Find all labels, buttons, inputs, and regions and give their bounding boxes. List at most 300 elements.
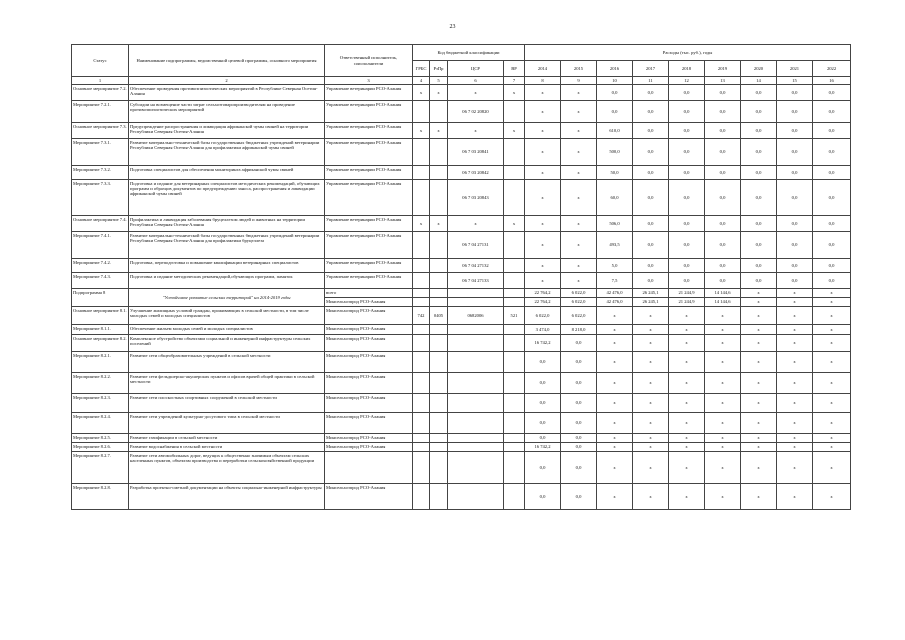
value-cell: х: [597, 352, 633, 373]
code-cell: [448, 413, 504, 434]
column-number: 6: [448, 77, 504, 85]
value-cell: х: [633, 434, 669, 443]
code-cell: [413, 259, 430, 273]
code-cell: [413, 273, 430, 289]
value-cell: 0,0: [525, 434, 561, 443]
value-cell: х: [597, 373, 633, 394]
value-cell: х: [813, 484, 851, 510]
value-cell: х: [525, 85, 561, 101]
column-number: 3: [325, 77, 413, 85]
value-cell: 16 742,2: [525, 335, 561, 352]
row-status: Мероприятие 8.1.1.: [72, 325, 129, 335]
row-executor: Управление ветеринарии РСО-Алания: [325, 273, 413, 289]
value-cell: х: [813, 289, 851, 298]
code-cell: х: [430, 85, 448, 101]
value-cell: 0,0: [561, 394, 597, 413]
year-header: 2018: [669, 61, 705, 77]
value-cell: х: [633, 413, 669, 434]
column-number: 5: [430, 77, 448, 85]
table-row: [72, 335, 851, 352]
code-cell: [430, 101, 448, 123]
value-cell: 22 764,2: [525, 289, 561, 298]
code-cell: х: [448, 216, 504, 232]
value-cell: х: [741, 434, 777, 443]
value-cell: 0,0: [633, 259, 669, 273]
table-row: [72, 139, 851, 166]
value-cell: 0,0: [741, 85, 777, 101]
value-cell: 0,0: [597, 101, 633, 123]
value-cell: х: [705, 325, 741, 335]
value-cell: 0,0: [669, 123, 705, 139]
row-executor: Управление ветеринарии РСО-Алания: [325, 101, 413, 123]
code-cell: [504, 434, 525, 443]
value-cell: 42 476,0: [597, 289, 633, 298]
table-row: [72, 413, 851, 434]
value-cell: х: [705, 443, 741, 452]
value-cell: х: [777, 373, 813, 394]
code-cell: [413, 335, 430, 352]
value-cell: х: [633, 443, 669, 452]
row-status: Мероприятие 7.2.1.: [72, 101, 129, 123]
row-executor: [325, 452, 413, 484]
value-cell: 16 742,2: [525, 443, 561, 452]
value-cell: х: [597, 325, 633, 335]
code-cell: [504, 232, 525, 259]
value-cell: 50,0: [597, 166, 633, 180]
value-cell: 0,0: [669, 139, 705, 166]
row-executor: Управление ветеринарии РСО-Алания: [325, 123, 413, 139]
value-cell: х: [777, 443, 813, 452]
row-status: Мероприятие 8.2.5.: [72, 434, 129, 443]
code-cell: 06 7 03 20842: [448, 166, 504, 180]
code-cell: [430, 180, 448, 216]
row-name: Развитие сети автомобильных дорог, ведущих к общественно значимым объектам сельских населенных пунктов, объектам производства и переработки сельскохозяйственной продукции: [129, 452, 325, 484]
value-cell: 0,0: [525, 352, 561, 373]
column-number: 12: [669, 77, 705, 85]
table-row: [72, 166, 851, 180]
value-cell: х: [561, 259, 597, 273]
code-cell: [504, 273, 525, 289]
value-cell: х: [741, 484, 777, 510]
value-cell: 0,0: [777, 259, 813, 273]
value-cell: 5,0: [597, 259, 633, 273]
value-cell: х: [633, 484, 669, 510]
code-cell: [504, 166, 525, 180]
code-cell: [430, 413, 448, 434]
value-cell: 14 144,6: [705, 289, 741, 298]
row-name: Подготовка и издание для ветеринарных специалистов методических рекомендаций, обучающих программ и образцов документов по предупреждению заноса, распространения и ликвидации африканской чумы свиней: [129, 180, 325, 216]
row-executor: Минсельхозпрод РСО-Алания: [325, 484, 413, 510]
value-cell: 0,0: [561, 352, 597, 373]
code-cell: 06 7 03 20843: [448, 180, 504, 216]
value-cell: х: [633, 325, 669, 335]
value-cell: х: [597, 335, 633, 352]
code-cell: [430, 139, 448, 166]
row-status: Основное мероприятие 8.2.: [72, 335, 129, 352]
value-cell: х: [633, 394, 669, 413]
table-row: [72, 484, 851, 510]
code-cell: [448, 434, 504, 443]
value-cell: 0,0: [813, 123, 851, 139]
row-status: Мероприятие 7.4.2.: [72, 259, 129, 273]
value-cell: х: [777, 307, 813, 325]
column-number: 1: [72, 77, 129, 85]
value-cell: 0,0: [777, 101, 813, 123]
value-cell: х: [561, 232, 597, 259]
code-cell: [430, 484, 448, 510]
value-cell: х: [741, 298, 777, 307]
row-status: Мероприятие 8.2.7.: [72, 452, 129, 484]
row-executor: Управление ветеринарии РСО-Алания: [325, 216, 413, 232]
value-cell: 0,0: [561, 484, 597, 510]
value-cell: 0,0: [525, 484, 561, 510]
value-cell: х: [597, 434, 633, 443]
table-row: [72, 85, 851, 101]
value-cell: х: [777, 352, 813, 373]
value-cell: х: [633, 373, 669, 394]
value-cell: 0,0: [813, 101, 851, 123]
value-cell: 21 244,9: [669, 298, 705, 307]
table-row: [72, 180, 851, 216]
column-number: 13: [705, 77, 741, 85]
code-cell: [448, 325, 504, 335]
value-cell: 0,0: [705, 273, 741, 289]
value-cell: х: [741, 307, 777, 325]
code-cell: [448, 394, 504, 413]
value-cell: х: [597, 484, 633, 510]
table-row: [72, 216, 851, 232]
row-name: Подготовка, переподготовка и повышение квалификации ветеринарных специалистов: [129, 259, 325, 273]
row-name: Развитие сети общеобразовательных учреждений в сельской местности: [129, 352, 325, 373]
subprogram-executor-total: всего: [325, 289, 413, 298]
value-cell: х: [777, 325, 813, 335]
budget-code-header: Код бюджетной классификации: [413, 45, 525, 61]
value-cell: 0,0: [741, 123, 777, 139]
value-cell: 0,0: [669, 216, 705, 232]
row-name: Улучшение жилищных условий граждан, проживающих в сельской местности, в том числе молодых семей и молодых специалистов: [129, 307, 325, 325]
row-executor: Управление ветеринарии РСО-Алания: [325, 259, 413, 273]
code-cell: [504, 325, 525, 335]
value-cell: х: [741, 413, 777, 434]
row-executor: Управление ветеринарии РСО-Алания: [325, 232, 413, 259]
value-cell: 0,0: [777, 232, 813, 259]
row-executor: Минсельхозпрод РСО-Алания: [325, 335, 413, 352]
code-cell: [504, 180, 525, 216]
column-number: 15: [777, 77, 813, 85]
value-cell: х: [813, 413, 851, 434]
row-status: Мероприятие 7.3.3.: [72, 180, 129, 216]
row-executor: Минсельхозпрод РСО-Алания: [325, 307, 413, 325]
value-cell: 26 245,1: [633, 298, 669, 307]
code-cell: [504, 259, 525, 273]
value-cell: 0,0: [633, 123, 669, 139]
value-cell: х: [705, 352, 741, 373]
value-cell: 0,0: [813, 232, 851, 259]
value-cell: х: [705, 335, 741, 352]
code-cell: х: [413, 123, 430, 139]
code-cell: [504, 484, 525, 510]
row-executor: Управление ветеринарии РСО-Алания: [325, 180, 413, 216]
code-cell: [413, 373, 430, 394]
executor-header: Ответственный исполнитель, соисполнители: [325, 45, 413, 77]
value-cell: 0,0: [561, 443, 597, 452]
row-executor: Управление ветеринарии РСО-Алания: [325, 139, 413, 166]
year-header: 2022: [813, 61, 851, 77]
code-cell: [448, 373, 504, 394]
table-header: [72, 45, 851, 85]
table-body-part-7: [72, 85, 851, 289]
value-cell: х: [741, 335, 777, 352]
value-cell: х: [669, 325, 705, 335]
value-cell: х: [561, 216, 597, 232]
value-cell: 6 022,0: [561, 298, 597, 307]
value-cell: х: [525, 216, 561, 232]
value-cell: 14 144,6: [705, 298, 741, 307]
row-status: Мероприятие 8.2.3.: [72, 394, 129, 413]
table-row: [72, 101, 851, 123]
value-cell: 0,0: [561, 413, 597, 434]
value-cell: 0,0: [813, 273, 851, 289]
value-cell: х: [705, 307, 741, 325]
code-cell: [504, 139, 525, 166]
row-name: Субсидии на возмещение части затрат сельхозтоваропроизводителям на проведение противоэпизоотических мероприятий: [129, 101, 325, 123]
code-cell: [413, 325, 430, 335]
value-cell: 0,0: [525, 413, 561, 434]
value-cell: 0,0: [777, 166, 813, 180]
value-cell: 6 022,0: [561, 307, 597, 325]
value-cell: х: [669, 452, 705, 484]
value-cell: 0,0: [741, 216, 777, 232]
table-body-part-8: [72, 307, 851, 510]
value-cell: х: [597, 413, 633, 434]
row-name: Подготовка и издание методических рекомендаций,обучающих программ, памяток: [129, 273, 325, 289]
row-executor: Управление ветеринарии РСО-Алания: [325, 85, 413, 101]
table-row: [72, 325, 851, 335]
row-name: Развитие сети учреждений культурно-досугового типа в сельской местности: [129, 413, 325, 434]
year-header: 2019: [705, 61, 741, 77]
value-cell: 610,0: [597, 123, 633, 139]
value-cell: 0,0: [705, 101, 741, 123]
value-cell: х: [741, 352, 777, 373]
value-cell: х: [777, 394, 813, 413]
code-cell: х: [430, 123, 448, 139]
row-status: Мероприятие 7.4.3.: [72, 273, 129, 289]
row-status: Мероприятие 8.2.2.: [72, 373, 129, 394]
row-name: Развитие газификации в сельской местности: [129, 434, 325, 443]
code-cell: [504, 352, 525, 373]
value-cell: х: [525, 123, 561, 139]
code-cell: [504, 394, 525, 413]
value-cell: 0,0: [525, 373, 561, 394]
row-executor: Минсельхозпрод РСО-Алания: [325, 434, 413, 443]
code-cell: 0405: [430, 307, 448, 325]
code-cell: [504, 101, 525, 123]
value-cell: х: [813, 443, 851, 452]
value-cell: 0,0: [525, 452, 561, 484]
status-header: Статус: [72, 45, 129, 77]
year-header: 2020: [741, 61, 777, 77]
value-cell: х: [669, 484, 705, 510]
row-status: Мероприятие 8.2.1.: [72, 352, 129, 373]
value-cell: х: [669, 373, 705, 394]
code-col-header: РзПр: [430, 61, 448, 77]
value-cell: 0,0: [813, 216, 851, 232]
value-cell: 0,0: [561, 434, 597, 443]
year-header: 2016: [597, 61, 633, 77]
code-cell: [504, 443, 525, 452]
value-cell: 0,0: [633, 139, 669, 166]
value-cell: 0,0: [705, 180, 741, 216]
value-cell: х: [741, 394, 777, 413]
code-cell: [430, 434, 448, 443]
value-cell: 0,0: [777, 123, 813, 139]
row-status: Мероприятие 8.2.8.: [72, 484, 129, 510]
value-cell: х: [705, 373, 741, 394]
code-cell: [430, 394, 448, 413]
value-cell: х: [813, 325, 851, 335]
value-cell: х: [525, 259, 561, 273]
value-cell: 0,0: [669, 259, 705, 273]
code-cell: 06 7 04 27132: [448, 259, 504, 273]
value-cell: 0,0: [813, 259, 851, 273]
row-status: Мероприятие 8.2.6.: [72, 443, 129, 452]
code-cell: [413, 180, 430, 216]
value-cell: 0,0: [705, 216, 741, 232]
value-cell: х: [669, 394, 705, 413]
code-cell: [448, 452, 504, 484]
table-row: [72, 352, 851, 373]
value-cell: 0,0: [741, 166, 777, 180]
value-cell: 0,0: [777, 216, 813, 232]
value-cell: х: [669, 434, 705, 443]
code-cell: [413, 413, 430, 434]
code-cell: 521: [504, 307, 525, 325]
value-cell: х: [705, 452, 741, 484]
value-cell: 60,0: [597, 180, 633, 216]
value-cell: 7,5: [597, 273, 633, 289]
value-cell: 0,0: [777, 273, 813, 289]
value-cell: х: [597, 307, 633, 325]
table-row: [72, 443, 851, 452]
code-cell: х: [504, 85, 525, 101]
row-name: Развитие материально-технической базы государственных бюджетных учреждений ветеринарии Республики Северная Осетия-Алания для профилактики бруцеллеза: [129, 232, 325, 259]
column-number: 16: [813, 77, 851, 85]
value-cell: 0,0: [705, 123, 741, 139]
value-cell: х: [561, 101, 597, 123]
row-status: Основное мероприятие 7.2.: [72, 85, 129, 101]
code-cell: х: [413, 216, 430, 232]
value-cell: х: [741, 443, 777, 452]
value-cell: 0,0: [705, 85, 741, 101]
code-cell: х: [504, 216, 525, 232]
value-cell: х: [633, 352, 669, 373]
value-cell: х: [813, 434, 851, 443]
row-name: Комплексное обустройство объектами социальной и инженерной инфраструктуры сельских поселений: [129, 335, 325, 352]
table-row: [72, 434, 851, 443]
value-cell: 0,0: [633, 232, 669, 259]
value-cell: х: [669, 352, 705, 373]
value-cell: х: [633, 307, 669, 325]
expenses-header: Расходы (тыс. руб.), годы: [525, 45, 851, 61]
value-cell: х: [525, 139, 561, 166]
value-cell: 0,0: [705, 259, 741, 273]
column-number: 10: [597, 77, 633, 85]
subprogram-executor: Минсельхозпрод РСО-Алания: [325, 298, 413, 307]
subprogram-status: Подпрограмма 8: [72, 289, 129, 307]
code-cell: 06 7 03 20841: [448, 139, 504, 166]
code-cell: [413, 352, 430, 373]
code-cell: [430, 452, 448, 484]
code-cell: [413, 139, 430, 166]
code-cell: [430, 373, 448, 394]
value-cell: х: [813, 335, 851, 352]
code-cell: [430, 273, 448, 289]
row-executor: Минсельхозпрод РСО-Алания: [325, 394, 413, 413]
value-cell: 0,0: [633, 166, 669, 180]
value-cell: 0,0: [741, 232, 777, 259]
code-cell: [413, 101, 430, 123]
value-cell: 0,0: [669, 232, 705, 259]
table-row: [72, 307, 851, 325]
value-cell: 0,0: [705, 139, 741, 166]
code-cell: [448, 484, 504, 510]
row-executor: Минсельхозпрод РСО-Алания: [325, 352, 413, 373]
value-cell: 6 022,0: [525, 307, 561, 325]
value-cell: х: [777, 413, 813, 434]
code-cell: [504, 335, 525, 352]
value-cell: х: [813, 307, 851, 325]
code-cell: 06 7 02 20820: [448, 101, 504, 123]
table-row: [72, 373, 851, 394]
column-number: 11: [633, 77, 669, 85]
value-cell: х: [525, 180, 561, 216]
value-cell: х: [561, 139, 597, 166]
column-number-row: [72, 77, 851, 85]
value-cell: 0,0: [741, 101, 777, 123]
column-number: 2: [129, 77, 325, 85]
code-cell: [413, 452, 430, 484]
value-cell: х: [705, 413, 741, 434]
row-name: Развитие сети фельдшерско-акушерских пунктов и офисов врачей общей практики в сельской местности: [129, 373, 325, 394]
code-cell: х: [448, 85, 504, 101]
value-cell: 500,0: [597, 139, 633, 166]
value-cell: х: [741, 373, 777, 394]
value-cell: х: [741, 325, 777, 335]
column-number: 4: [413, 77, 430, 85]
row-status: Основное мероприятие 7.3.: [72, 123, 129, 139]
code-cell: 0682006: [448, 307, 504, 325]
code-cell: [413, 166, 430, 180]
year-header: 2017: [633, 61, 669, 77]
row-status: Основное мероприятие 7.4.: [72, 216, 129, 232]
row-executor: Минсельхозпрод РСО-Алания: [325, 443, 413, 452]
value-cell: 0,0: [633, 101, 669, 123]
value-cell: 506,0: [597, 216, 633, 232]
value-cell: х: [561, 85, 597, 101]
row-name: Профилактика и ликвидация заболевания бруцеллезом людей и животных на территории Республики Северная Осетия-Алания: [129, 216, 325, 232]
value-cell: х: [669, 443, 705, 452]
value-cell: х: [813, 394, 851, 413]
value-cell: х: [777, 289, 813, 298]
row-executor: Управление ветеринарии РСО-Алания: [325, 166, 413, 180]
code-cell: х: [448, 123, 504, 139]
row-name: Развитие материально-технической базы государственных бюджетных учреждений ветеринарии Республики Северная Осетия-Алания для профилактики африканской чумы свиней: [129, 139, 325, 166]
code-cell: [430, 335, 448, 352]
value-cell: 0,0: [669, 273, 705, 289]
code-cell: [448, 335, 504, 352]
row-status: Мероприятие 8.2.4.: [72, 413, 129, 434]
value-cell: 3 474,0: [525, 325, 561, 335]
